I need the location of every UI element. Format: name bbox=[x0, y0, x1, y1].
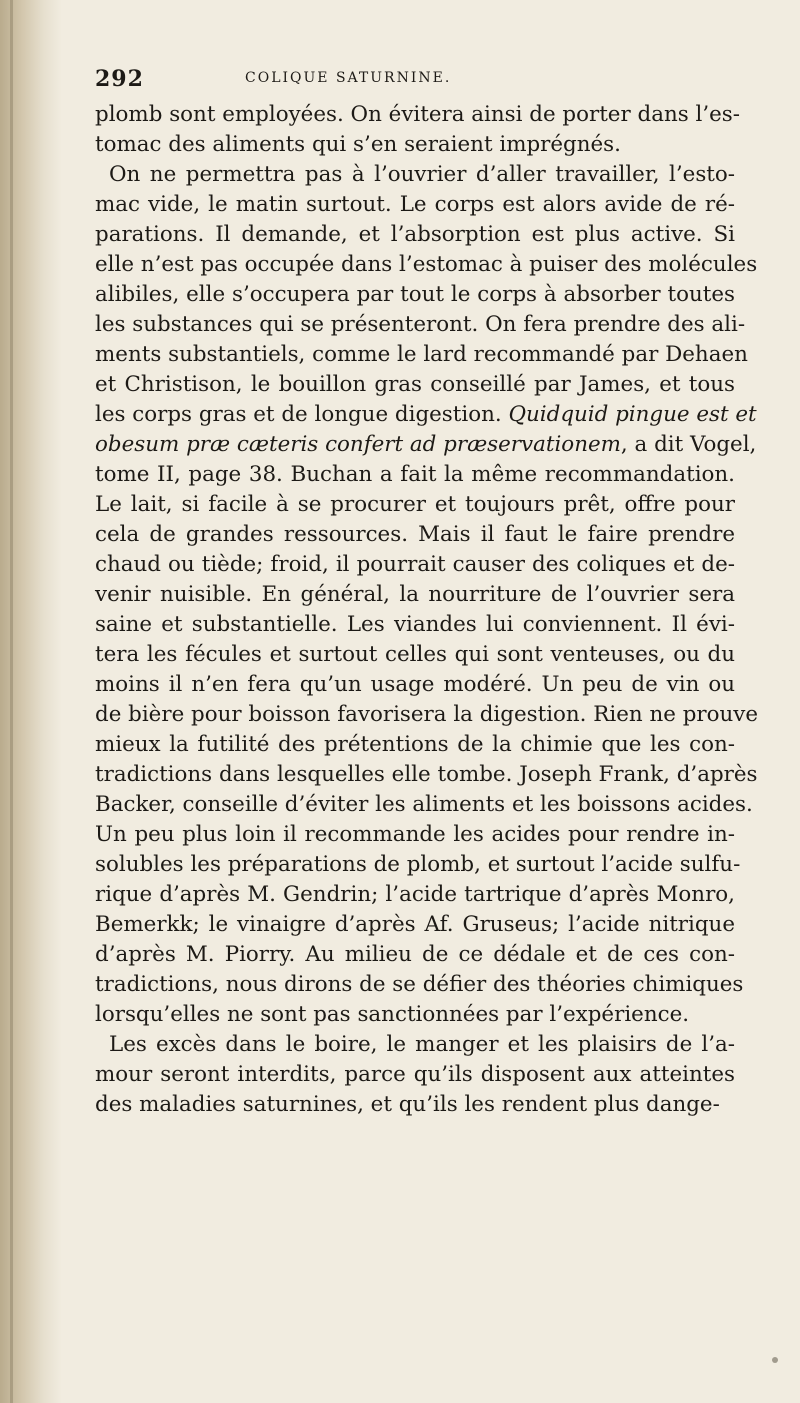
paragraph bbox=[95, 160, 759, 1030]
text-line: mac vide, le matin surtout. Le corps est alors avide de ré- bbox=[95, 192, 735, 217]
latin-quotation: Quidquid pingue est et bbox=[508, 402, 757, 427]
text-line: ments substantiels, comme le lard recommandé par Dehaen bbox=[95, 342, 748, 367]
text-line: Les excès dans le boire, le manger et les plaisirs de l’a- bbox=[109, 1032, 735, 1057]
text-line: Un peu plus loin il recommande les acides pour rendre in- bbox=[95, 822, 735, 847]
text-line: tradictions, nous dirons de se défier des théories chimiques bbox=[95, 972, 744, 997]
latin-quotation: obesum præ cæteris confert ad præservationem bbox=[95, 432, 621, 457]
paragraph bbox=[95, 100, 740, 160]
text-line: tomac des aliments qui s’en seraient imprégnés. bbox=[95, 132, 621, 157]
text-line: les corps gras et de longue digestion. Quidquid pingue est et bbox=[95, 402, 757, 427]
text-line: Backer, conseille d’éviter les aliments et les boissons acides. bbox=[95, 792, 753, 817]
text-line: alibiles, elle s’occupera par tout le corps à absorber toutes bbox=[95, 282, 735, 307]
text-line: tradictions dans lesquelles elle tombe. Joseph Frank, d’après bbox=[95, 762, 758, 787]
text-line: On ne permettra pas à l’ouvrier d’aller travailler, l’esto- bbox=[109, 162, 735, 187]
text-line: tome II, page 38. Buchan a fait la même recommandation. bbox=[95, 462, 735, 487]
text-line: saine et substantielle. Les viandes lui conviennent. Il évi- bbox=[95, 612, 735, 637]
text-line: lorsqu’elles ne sont pas sanctionnées par l’expérience. bbox=[95, 1002, 690, 1027]
paragraph bbox=[95, 1030, 735, 1120]
text-line: Bemerkk; le vinaigre d’après Af. Gruseus; l’acide nitrique bbox=[95, 912, 735, 937]
text-line: et Christison, le bouillon gras conseillé par James, et tous bbox=[95, 372, 735, 397]
text-line: cela de grandes ressources. Mais il faut le faire prendre bbox=[95, 522, 735, 547]
page-number: 292 bbox=[95, 66, 144, 92]
binding-thread bbox=[10, 0, 13, 1403]
text-line: solubles les préparations de plomb, et surtout l’acide sulfu- bbox=[95, 852, 741, 877]
text-line: tera les fécules et surtout celles qui sont venteuses, ou du bbox=[95, 642, 735, 667]
book-page bbox=[95, 66, 759, 1120]
running-head bbox=[95, 66, 735, 100]
body-text bbox=[95, 100, 759, 1120]
text-line: chaud ou tiède; froid, il pourrait causer des coliques et de- bbox=[95, 552, 735, 577]
text-line: d’après M. Piorry. Au milieu de ce dédale et de ces con- bbox=[95, 942, 735, 967]
text-line: des maladies saturnines, et qu’ils les rendent plus dange- bbox=[95, 1092, 720, 1117]
ink-spot bbox=[772, 1357, 778, 1363]
text-line: mour seront interdits, parce qu’ils disposent aux atteintes bbox=[95, 1062, 735, 1087]
text-line: rique d’après M. Gendrin; l’acide tartrique d’après Monro, bbox=[95, 882, 735, 907]
text-line: les substances qui se présenteront. On fera prendre des ali- bbox=[95, 312, 746, 337]
text-line: Le lait, si facile à se procurer et toujours prêt, offre pour bbox=[95, 492, 735, 517]
running-title: COLIQUE SATURNINE. bbox=[245, 70, 452, 86]
text-line: plomb sont employées. On évitera ainsi de porter dans l’es- bbox=[95, 102, 740, 127]
text-line: venir nuisible. En général, la nourriture de l’ouvrier sera bbox=[95, 582, 735, 607]
text-line: de bière pour boisson favorisera la digestion. Rien ne prouve bbox=[95, 702, 759, 727]
text-line: moins il n’en fera qu’un usage modéré. Un peu de vin ou bbox=[95, 672, 735, 697]
text-line: elle n’est pas occupée dans l’estomac à puiser des molécules bbox=[95, 252, 758, 277]
text-line: obesum præ cæteris confert ad præservationem, a dit Vogel, bbox=[95, 432, 757, 457]
text-line: mieux la futilité des prétentions de la chimie que les con- bbox=[95, 732, 735, 757]
text-line: parations. Il demande, et l’absorption est plus active. Si bbox=[95, 222, 735, 247]
